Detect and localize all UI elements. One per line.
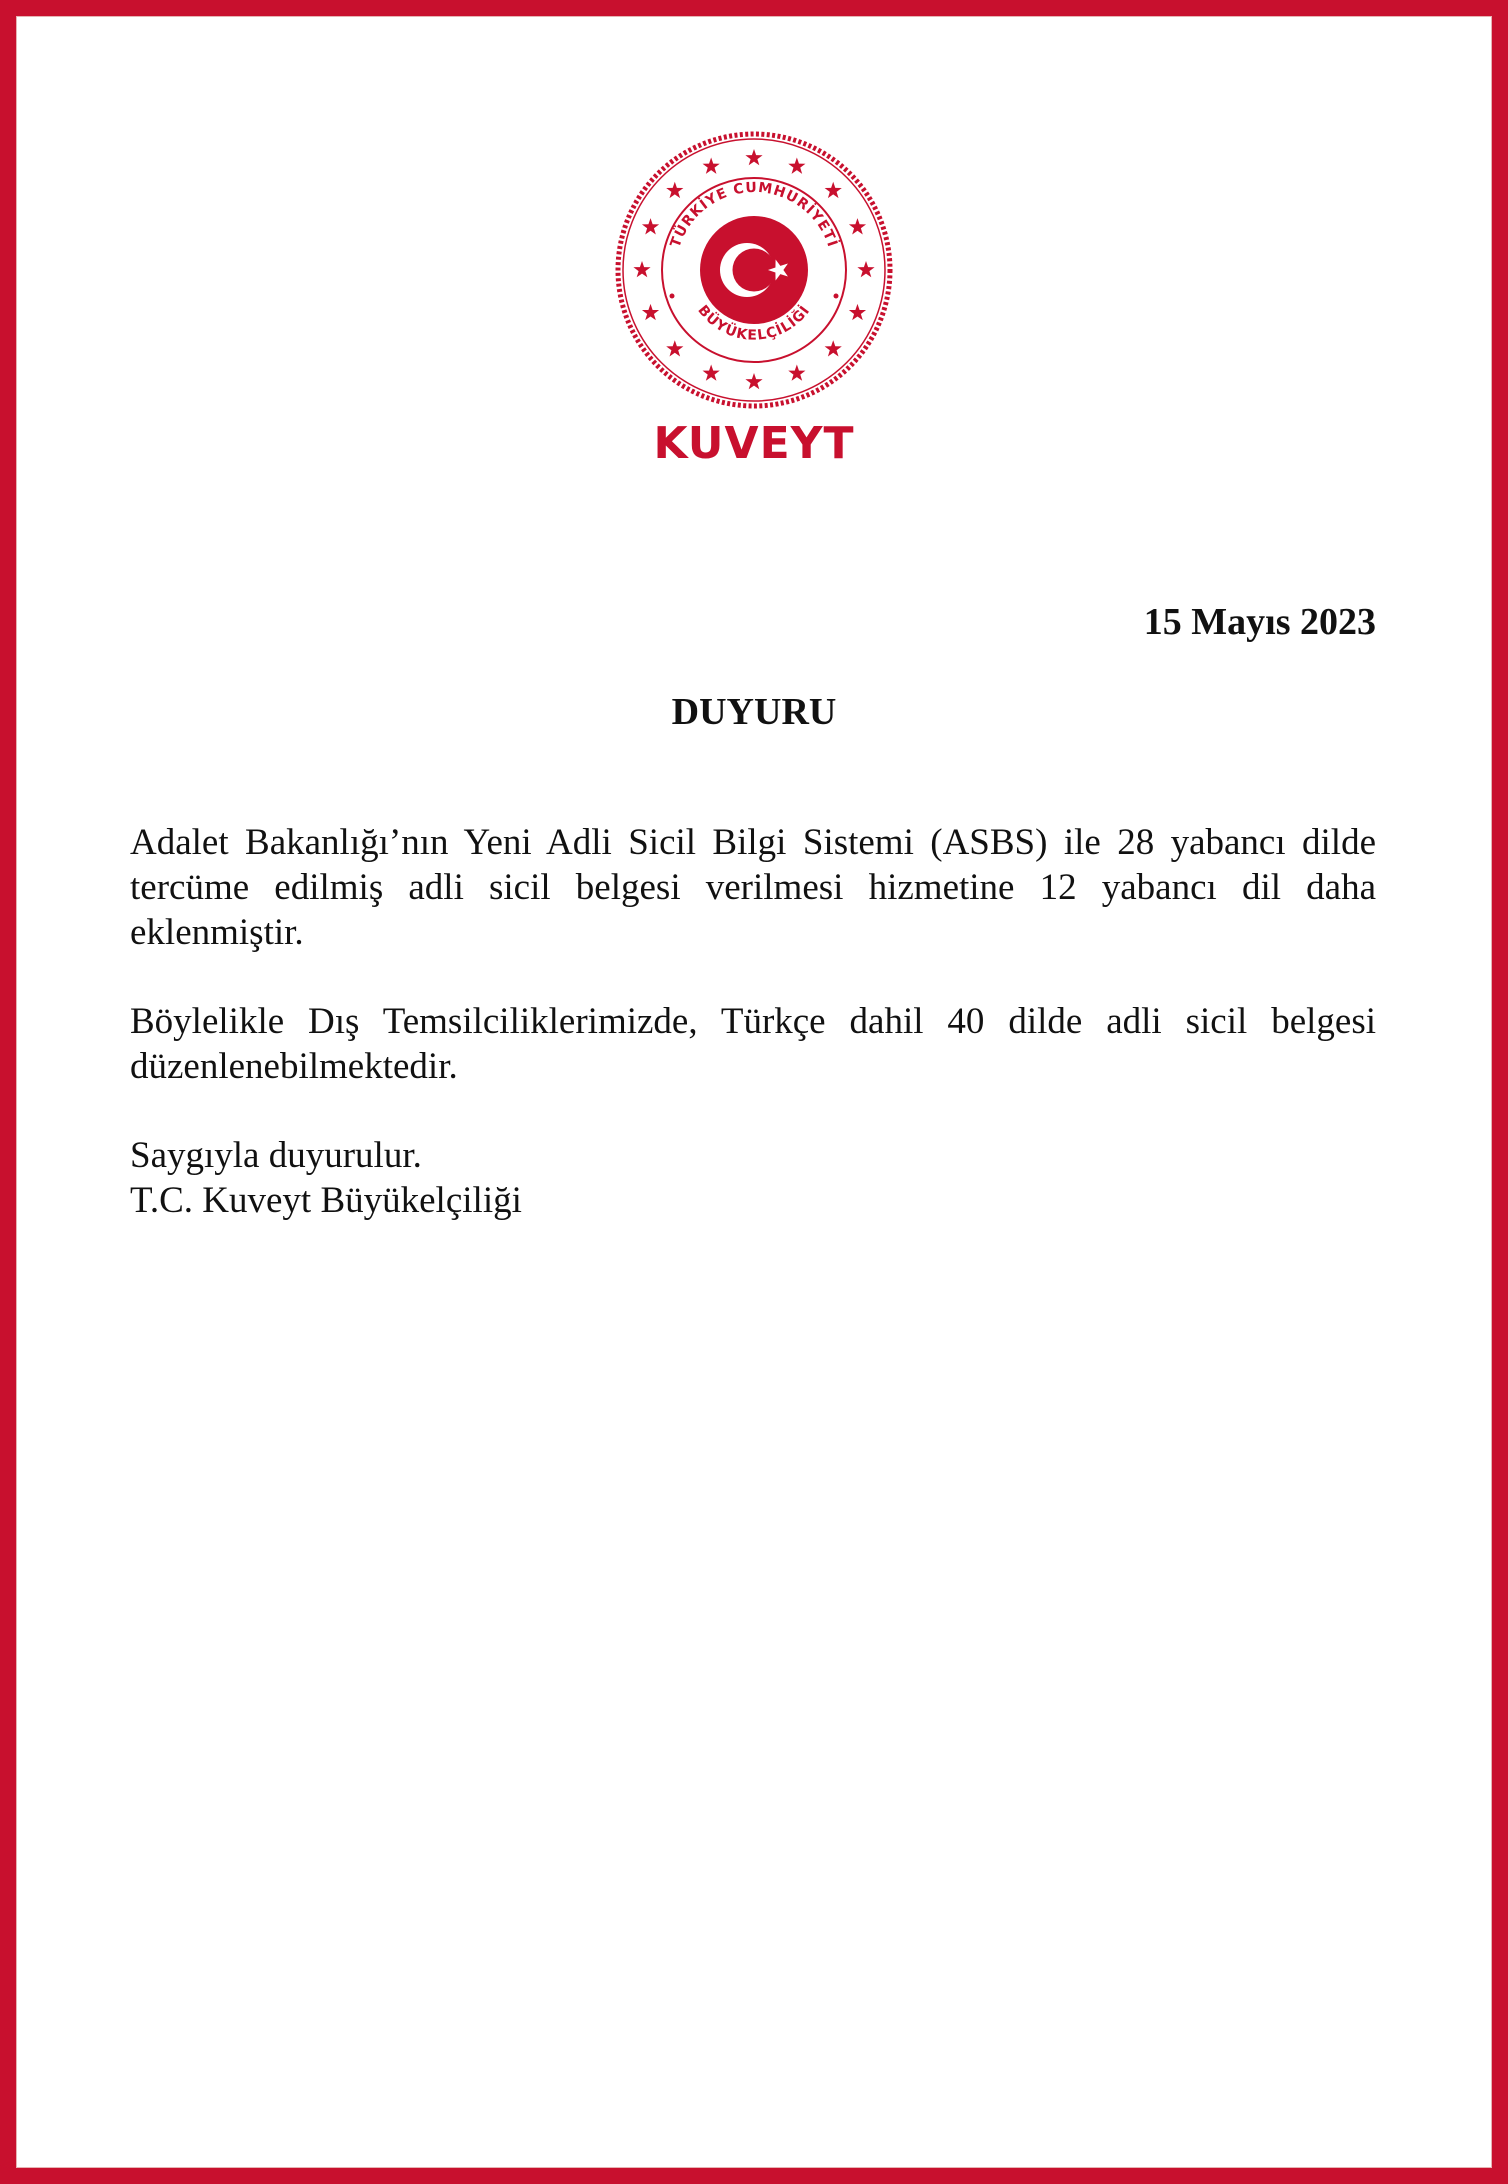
seal-star-icon <box>642 218 659 234</box>
seal-top-text: TÜRKİYE CUMHURİYETİ <box>667 179 841 250</box>
seal-star-icon <box>666 340 683 356</box>
seal-star-icon <box>703 158 720 174</box>
seal-star-icon <box>666 182 683 198</box>
seal-star-icon <box>642 304 659 320</box>
seal-star-icon <box>745 149 762 165</box>
seal-star-icon <box>703 364 720 380</box>
seal-star-icon <box>825 182 842 198</box>
seal-star-icon <box>788 158 805 174</box>
body-paragraph: Adalet Bakanlığı’nın Yeni Adli Sicil Bilgi Sistemi (ASBS) ile 28 yabancı dilde tercüme edilmiş adli sicil belgesi verilmesi hizmetine 12 yabancı dil daha eklenmiştir. <box>130 822 1376 953</box>
seal-star-icon <box>825 340 842 356</box>
embassy-seal-logo <box>614 130 894 410</box>
body-paragraph: Böylelikle Dış Temsilciliklerimizde, Türkçe dahil 40 dilde adli sicil belgesi düzenlenebilmektedir. <box>130 1001 1376 1087</box>
seal-star-icon <box>849 304 866 320</box>
announcement-date: 15 Mayıs 2023 <box>1143 601 1376 643</box>
seal-city-name: KUVEYT <box>653 418 855 469</box>
seal-star-icon <box>788 364 805 380</box>
closing-line: Saygıyla duyurulur. <box>130 1135 422 1176</box>
announcement-body <box>130 820 1376 1223</box>
signature-line: T.C. Kuveyt Büyükelçiliği <box>130 1180 522 1221</box>
seal-star-icon <box>633 261 650 277</box>
seal-star-icon <box>745 373 762 389</box>
announcement-title: DUYURU <box>671 691 837 733</box>
seal-star-icon <box>849 218 866 234</box>
seal-star-icon <box>857 261 874 277</box>
seal-bottom-text: BÜYÜKELÇİLİĞİ <box>694 302 814 344</box>
